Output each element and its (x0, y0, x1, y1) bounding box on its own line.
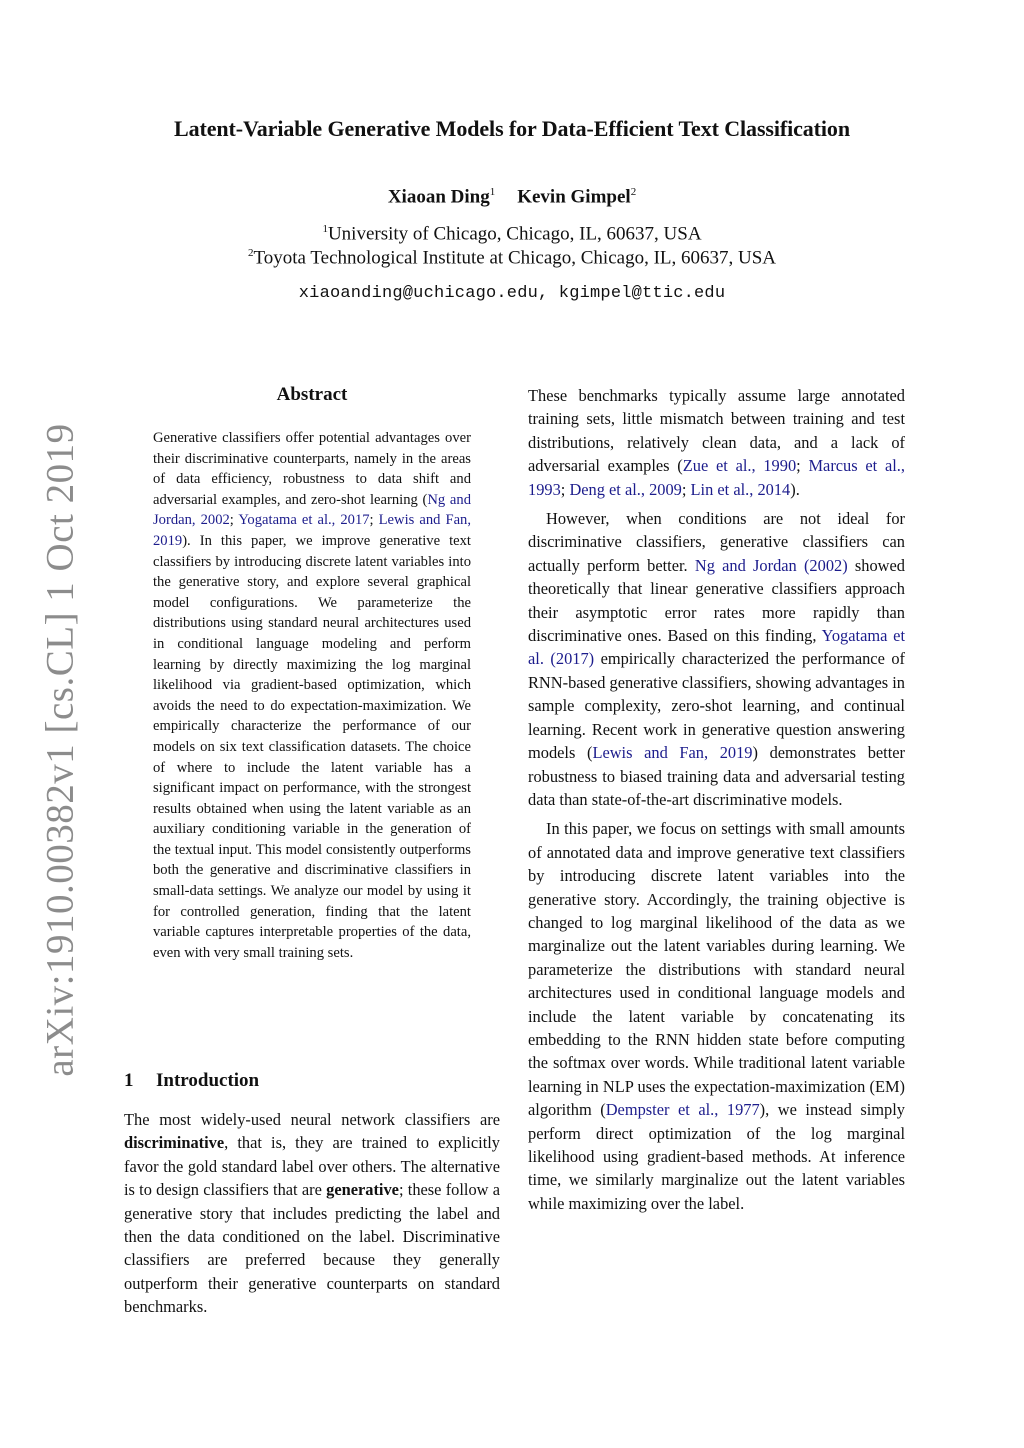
affiliation-mark: 2 (247, 247, 254, 259)
citation-link[interactable]: Deng et al., 2009 (569, 479, 682, 499)
affiliation-mark: 1 (322, 223, 328, 235)
body-text: empirically characterized the performance of RNN-based generative classifiers, showing advantages in sample complexity, zero-shot learning, and continual learning. Recent work in generative question answering models ( (528, 649, 905, 763)
paper-title: Latent-Variable Generative Models for Data-Efficient Text Classification (174, 116, 850, 141)
citation-separator: ; (369, 512, 379, 529)
introduction-paragraph-4 (528, 817, 905, 1215)
introduction-paragraph-1 (124, 1108, 500, 1319)
emphasis-term: discriminative (124, 1133, 225, 1153)
section-title: Introduction (156, 1070, 260, 1091)
body-text: , that is, they are trained to explicitly favor the gold standard label over others. The alternative is to design classifiers that are (124, 1133, 500, 1200)
citation-link[interactable]: Lewis and Fan, 2019 (153, 512, 471, 549)
affiliation-line (0, 247, 1024, 269)
affiliation-text: Toyota Technological Institute at Chicago, Chicago, IL, 60637, USA (253, 247, 777, 269)
citation-link[interactable]: Ng and Jordan (2002) (694, 555, 848, 575)
citation-link[interactable]: Lin et al., 2014 (690, 479, 791, 499)
affiliation-text: University of Chicago, Chicago, IL, 60637, USA (327, 223, 702, 245)
body-text: However, when conditions are not ideal for discriminative classifiers, generative classifiers can actually perform better. (528, 509, 905, 575)
author-name: Xiaoan Ding (387, 186, 490, 208)
introduction-paragraph-2 (528, 384, 905, 501)
citation-separator: ; (560, 479, 570, 499)
citation-link[interactable]: Zue et al., 1990 (682, 456, 797, 476)
citation-link[interactable]: Dempster et al., 1977 (605, 1100, 760, 1120)
body-text: The most widely-used neural network classifiers are (124, 1110, 500, 1129)
affiliation-line (0, 223, 1024, 245)
author-name: Kevin Gimpel (517, 186, 631, 208)
section-number: 1 (124, 1070, 134, 1091)
body-text: ; these follow a generative story that includes predicting the label and then the data conditioned on the label. Discriminative classifiers are preferred because they generally outperform their generative counterparts on standard benchmarks. (124, 1180, 501, 1317)
citation-link[interactable]: Marcus et al., 1993 (528, 456, 905, 499)
author-emails: xiaoanding@uchicago.edu, kgimpel@ttic.edu (298, 284, 726, 303)
citation-separator: ; (681, 479, 691, 499)
citation-link[interactable]: Lewis and Fan, 2019 (592, 743, 753, 763)
abstract-heading: Abstract (276, 384, 348, 405)
abstract-body (153, 428, 471, 963)
body-text: ). (790, 479, 800, 499)
citation-link[interactable]: Yogatama et al. (2017) (528, 626, 905, 669)
author-affiliation-mark: 1 (489, 186, 496, 198)
arxiv-identifier-stamp: arXiv:1910.00382v1 [cs.CL] 1 Oct 2019 (38, 423, 82, 1077)
section-heading-introduction (124, 1070, 259, 1092)
abstract-text: Generative classifiers offer potential advantages over their discriminative counterparts, namely in the areas of data efficiency, robustness to data shift and adversarial examples, and zero-shot learning ( (153, 430, 471, 508)
body-text: These benchmarks typically assume large annotated training sets, little mismatch between training and test distributions, relatively clean data, and a lack of adversarial examples ( (528, 386, 905, 476)
abstract-text: ). In this paper, we improve generative text classifiers by introducing discrete latent variables into the generative story, and explore several graphical model configurations. We parameterize the distributions using standard neural architectures used in conditional language modeling and perform learning by directly maximizing the log marginal likelihood via gradient-based optimization, which avoids the need to do expectation-maximization. We empirically characterize the performance of our models on six text classification datasets. The choice of where to include the latent variable has a significant impact on performance, with the strongest results obtained when using the latent variable as an auxiliary conditioning variable in the generation of the textual input. This model consistently outperforms both the generative and discriminative classifiers in small-data settings. We analyze our model by using it for controlled generation, finding that the latent variable captures interpretable properties of the data, even with very small training sets. (153, 532, 471, 961)
citation-separator: ; (229, 512, 239, 529)
author-affiliation-mark: 2 (630, 186, 637, 198)
right-column (528, 384, 905, 1215)
body-text: In this paper, we focus on settings with small amounts of annotated data and improve generative text classifiers by introducing discrete latent variables into the generative story. Accordingly, the training objective is changed to log marginal likelihood of the data as we marginalize out the latent variables during learning. We parameterize the distributions with standard neural architectures used in conditional language models and include the latent variable by concatenating its embedding to the RNN hidden state before computing the softmax over words. While traditional latent variable learning in NLP uses the expectation-maximization (EM) algorithm ( (528, 819, 905, 1120)
body-text: ), we instead simply perform direct optimization of the log marginal likelihood using gradient-based methods. At inference time, we similarly marginalize out the latent variables while maximizing over the label. (528, 1100, 905, 1213)
citation-link[interactable]: Yogatama et al., 2017 (238, 512, 370, 529)
body-text: showed theoretically that linear generative classifiers approach their asymptotic error rates more rapidly than discriminative ones. Based on this finding, (528, 555, 905, 646)
emphasis-term: generative (326, 1180, 399, 1200)
introduction-paragraph-3 (528, 507, 905, 811)
citation-separator: ; (796, 456, 809, 476)
body-text: ) demonstrates better robustness to biased training data and adversarial testing data than state-of-the-art discriminative models. (528, 743, 905, 809)
author-line (0, 186, 1024, 208)
citation-link[interactable]: Ng and Jordan, 2002 (153, 491, 471, 529)
